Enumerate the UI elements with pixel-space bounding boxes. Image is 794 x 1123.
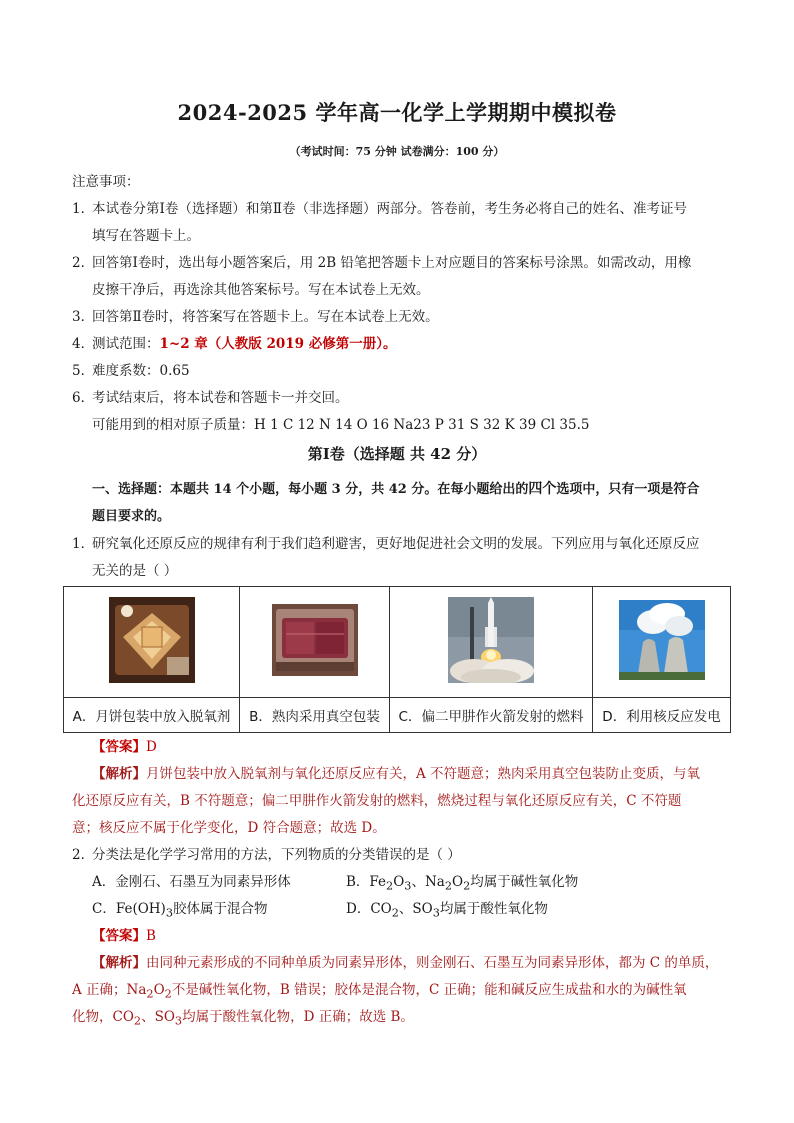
note-number: 6． <box>72 390 95 406</box>
vacuum-meat-image <box>272 604 358 676</box>
mooncake-package-image <box>109 597 195 683</box>
note-number: 2． <box>72 255 95 271</box>
q2-answer <box>92 924 156 944</box>
option-a-label: A．月饼包装中放入脱氧剂 <box>64 698 240 733</box>
note-text: 测试范围： <box>92 336 160 352</box>
note-number: 1． <box>72 201 95 217</box>
page-title: 2024-2025 学年高一化学上学期期中模拟卷 <box>177 100 617 125</box>
question-number: 2． <box>72 847 95 863</box>
note-number: 4． <box>72 336 95 352</box>
section-intro: 一、选择题：本题共 14 个小题，每小题 3 分，共 42 分。在每小题给出的四个选项中，只有一项是符合 <box>92 481 700 497</box>
option-c-image-cell <box>390 587 593 698</box>
analysis-text: 意；核反应不属于化学变化，D 符合题意；故选 D。 <box>72 820 386 836</box>
question-stem: 无关的是（ ） <box>92 563 178 579</box>
note-text: 回答第Ⅰ卷时，选出每小题答案后，用 2B 铅笔把答题卡上对应题目的答案标号涂黑。如需改动，用橡 <box>92 255 692 271</box>
option-d-label: D．利用核反应发电 <box>593 698 731 733</box>
answer-value: D <box>146 739 157 755</box>
cooling-tower-image <box>619 600 705 680</box>
option-a-image-cell <box>64 587 240 698</box>
note-number: 3． <box>72 309 95 325</box>
q2-option-b: B．$Fe_2O_3$、$Na_2O_2$均属于碱性氧化物 <box>346 874 579 893</box>
question-stem: 研究氧化还原反应的规律有利于我们趋利避害，更好地促进社会文明的发展。下列应用与氧化还原反应 <box>92 536 700 552</box>
answer-tag: 【答案】 <box>92 739 146 755</box>
analysis-text: 月饼包装中放入脱氧剂与氧化还原反应有关，A 不符题意；熟肉采用真空包装防止变质，与氧 <box>146 766 701 782</box>
atomic-mass-line: 可能用到的相对原子质量：H 1 C 12 N 14 O 16 Na23 P 31 S 32 K 39 Cl 35.5 <box>92 417 590 433</box>
note-text: 考试结束后，将本试卷和答题卡一并交回。 <box>92 390 349 406</box>
option-b-label: B．熟肉采用真空包装 <box>240 698 390 733</box>
analysis-tag: 【解析】 <box>92 766 146 782</box>
option-c-label: C．偏二甲肼作火箭发射的燃料 <box>390 698 593 733</box>
note-number: 5． <box>72 363 95 379</box>
analysis-text: 化物，$CO_2$、$SO_3$均属于酸性氧化物，D 正确；故选 B。 <box>72 1009 414 1028</box>
analysis-text: A 正确；$Na_2O_2$不是碱性氧化物，B 错误；胶体是混合物，C 正确；能和碱反应生成盐和水的为碱性氧 <box>72 982 687 1001</box>
question-number: 1． <box>72 536 95 552</box>
section-title: 第Ⅰ卷（选择题 共 42 分） <box>307 445 487 463</box>
analysis-tag: 【解析】 <box>92 955 146 971</box>
note-text: 本试卷分第Ⅰ卷（选择题）和第Ⅱ卷（非选择题）两部分。答卷前，考生务必将自己的姓名、准考证号 <box>92 201 688 217</box>
note-text: 回答第Ⅱ卷时，将答案写在答题卡上。写在本试卷上无效。 <box>92 309 439 325</box>
test-scope: 1~2 章（人教版 2019 必修第一册）。 <box>159 336 397 352</box>
question-stem: 分类法是化学学习常用的方法，下列物质的分类错误的是（ ） <box>92 847 461 863</box>
q2-option-c: C．$Fe(OH)_3$胶体属于混合物 <box>92 901 268 920</box>
answer-value: B <box>146 928 156 944</box>
note-text: 填写在答题卡上。 <box>92 228 200 244</box>
notes-heading: 注意事项： <box>72 174 140 190</box>
answer-tag: 【答案】 <box>92 928 146 944</box>
analysis-text: 由同种元素形成的不同种单质为同素异形体，则金刚石、石墨互为同素异形体，都为 C 的单质， <box>146 955 719 971</box>
q2-option-a: A．金刚石、石墨互为同素异形体 <box>92 874 291 890</box>
exam-info: （考试时间：75 分钟 试卷满分：100 分） <box>289 145 505 158</box>
q1-answer <box>92 735 157 755</box>
analysis-text: 化还原反应有关，B 不符题意；偏二甲肼作火箭发射的燃料，燃烧过程与氧化还原反应有关，C 不符题 <box>72 793 682 809</box>
rocket-launch-image <box>448 597 534 683</box>
note-text: 难度系数：0.65 <box>92 363 190 379</box>
option-b-image-cell <box>240 587 390 698</box>
q2-option-d: D．$CO_2$、$SO_3$均属于酸性氧化物 <box>346 901 548 920</box>
section-intro-line2: 题目要求的。 <box>92 509 171 524</box>
note-text: 皮擦干净后，再选涂其他答案标号。写在本试卷上无效。 <box>92 282 430 298</box>
q1-options-table <box>63 586 731 733</box>
option-d-image-cell <box>593 587 731 698</box>
